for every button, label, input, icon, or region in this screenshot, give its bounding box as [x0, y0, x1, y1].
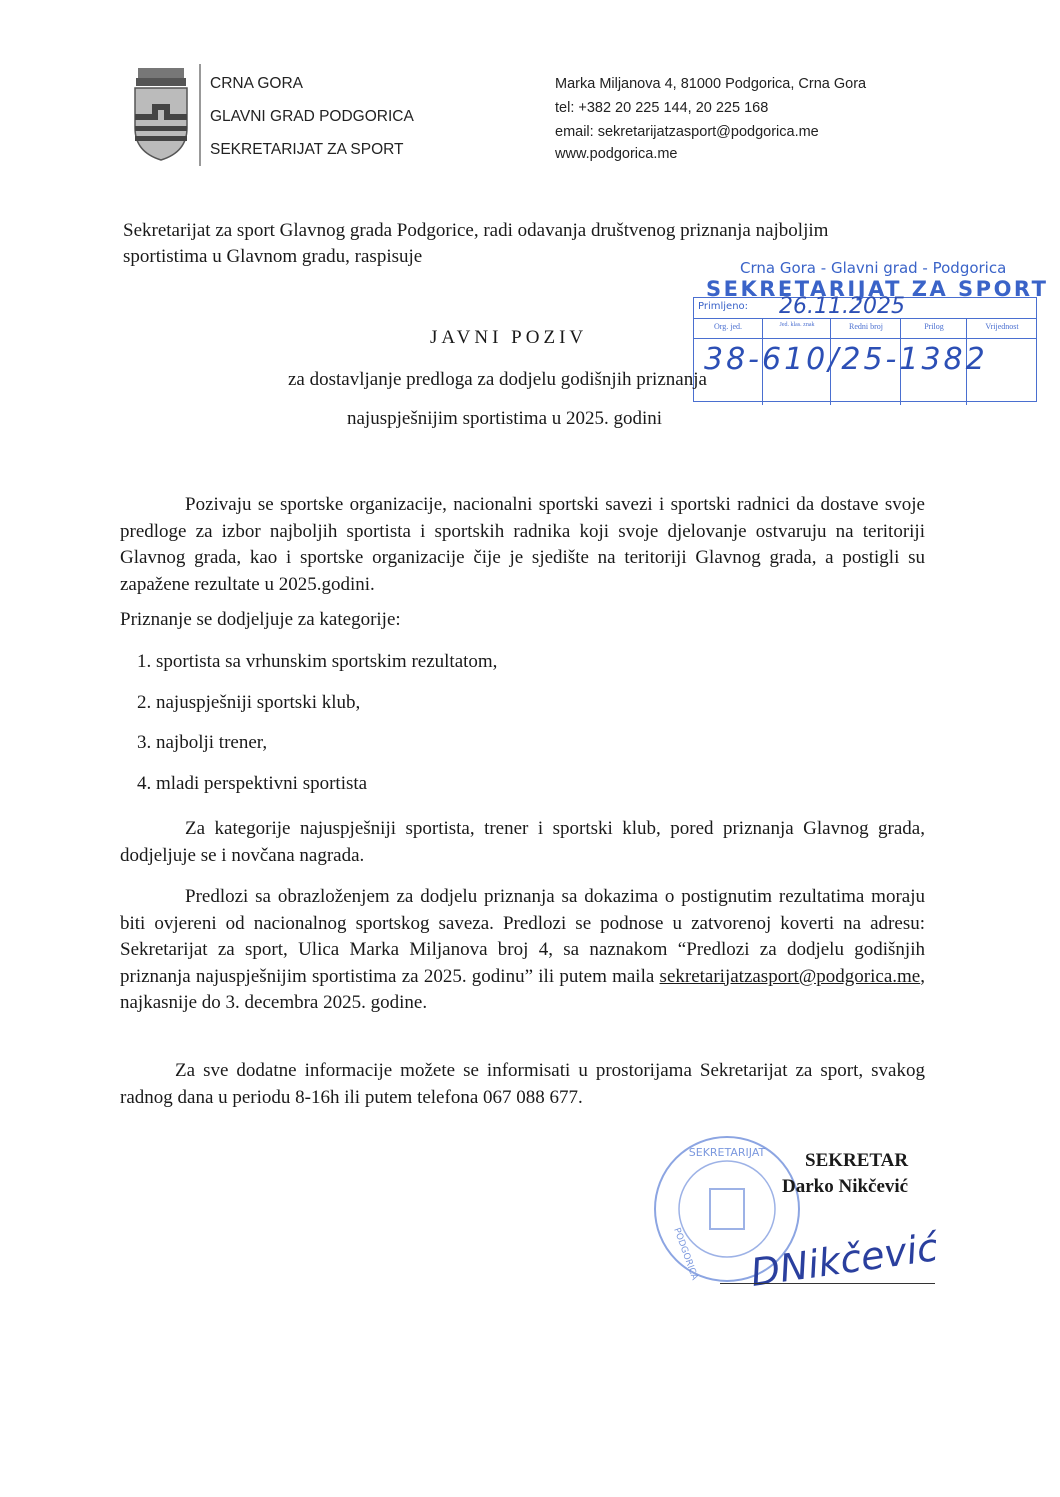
intro-line-2: sportistima u Glavnom gradu, raspisuje: [123, 246, 423, 267]
contact-address: Marka Miljanova 4, 81000 Podgorica, Crna Gora: [555, 76, 867, 92]
org-line-1: CRNA GORA: [210, 75, 304, 92]
registration-number: 38-610/25-1382: [704, 342, 988, 377]
col-klas-znak: Jed. klas. znak: [762, 318, 831, 405]
paragraph-info: Za sve dodatne informacije možete se informisati u prostorijama Sekretarijat za sport, svakog radnog dana u periodu 8-16h ili putem telefona 067 088 677.: [120, 1060, 925, 1108]
subtitle-line-1: za dostavljanje predloga za dodjelu godišnjih priznanja: [288, 369, 707, 390]
categories-intro: Priznanje se dodjeljuje za kategorije:: [120, 609, 401, 630]
paragraph-submission: [120, 884, 925, 1017]
intro-line-1: Sekretarijat za sport Glavnog grada Podgorice, radi odavanja društvenog priznanja najboljim: [123, 220, 829, 241]
category-item: 4. mladi perspektivni sportista: [137, 773, 368, 794]
org-line-3: SEKRETARIJAT ZA SPORT: [210, 141, 404, 158]
contact-phone: tel: +382 20 225 144, 20 225 168: [555, 100, 769, 116]
col-prilog: Prilog: [900, 318, 967, 405]
svg-text:SEKRETARIJAT: SEKRETARIJAT: [688, 1146, 766, 1159]
submission-text: Predlozi sa obrazloženjem za dodjelu priznanja sa dokazima o postignutim rezultatima moraju biti ovjereni od nacionalnog sportskog saveza. Predlozi se podnose u zatvorenoj koverti na adresu: Sekretarijat za sport, Ulica Marka Miljanova broj 4, sa naznakom “Predlozi za dodjelu godišnjih priznanja najuspješnijim sportistima za 2025. godinu” ili putem maila: [120, 886, 925, 987]
svg-text:PODGORICA: PODGORICA: [671, 1226, 700, 1282]
category-item: 1. sportista sa vrhunskim sportskim rezultatom,: [137, 651, 498, 672]
signatory-role: SEKRETAR: [805, 1150, 909, 1171]
received-date: 26.11.2025: [779, 294, 905, 319]
receipt-stamp-grid: [693, 294, 1037, 402]
received-label: Primljeno:: [698, 301, 749, 312]
subtitle-line-2: najuspješnijim sportistima u 2025. godini: [347, 408, 663, 429]
stamp-line-1: Crna Gora - Glavni grad - Podgorica: [740, 259, 1007, 277]
col-org-jed: Org. jed.: [713, 322, 743, 331]
document-title: JAVNI POZIV: [430, 327, 588, 348]
category-item: 2. najuspješniji sportski klub,: [137, 692, 361, 713]
submission-deadline: , najkasnije do 3. decembra 2025. godine.: [120, 965, 925, 1013]
paragraph-award: Za kategorije najuspješniji sportista, trener i sportski klub, pored priznanja Glavnog grada, dodjeljuje se i novčana nagrada.: [120, 818, 925, 866]
contact-website: www.podgorica.me: [555, 146, 678, 162]
handwritten-signature: DNikčević: [747, 1225, 941, 1295]
email-link[interactable]: sekretarijatzasport@podgorica.me: [659, 965, 921, 987]
letterhead-divider: [199, 64, 201, 166]
col-redni-broj: Redni broj: [830, 318, 901, 405]
category-item: 3. najbolji trener,: [137, 732, 268, 753]
contact-email: email: sekretarijatzasport@podgorica.me: [555, 124, 819, 140]
paragraph-invitation: Pozivaju se sportske organizacije, nacionalni sportski savezi i sportski radnici da dostave svoje predloge za izbor najboljih sportista i sportskih radnika koji svoje djelovanje ostvaruju na teritoriji Glavnog grada, kao i sportske organizacije čije je sjedište na teritoriji Glavnog grada, a postigli su zapažene rezultate u 2025.godini.: [120, 494, 925, 595]
signatory-name: Darko Nikčević: [782, 1176, 909, 1197]
org-line-2: GLAVNI GRAD PODGORICA: [210, 108, 414, 125]
coat-of-arms-logo: [132, 66, 190, 162]
stamp-line-2: SEKRETARIJAT ZA SPORT: [706, 277, 1049, 301]
col-vrijednost: Vrijednost: [966, 318, 1037, 405]
signature-line: [720, 1283, 935, 1284]
